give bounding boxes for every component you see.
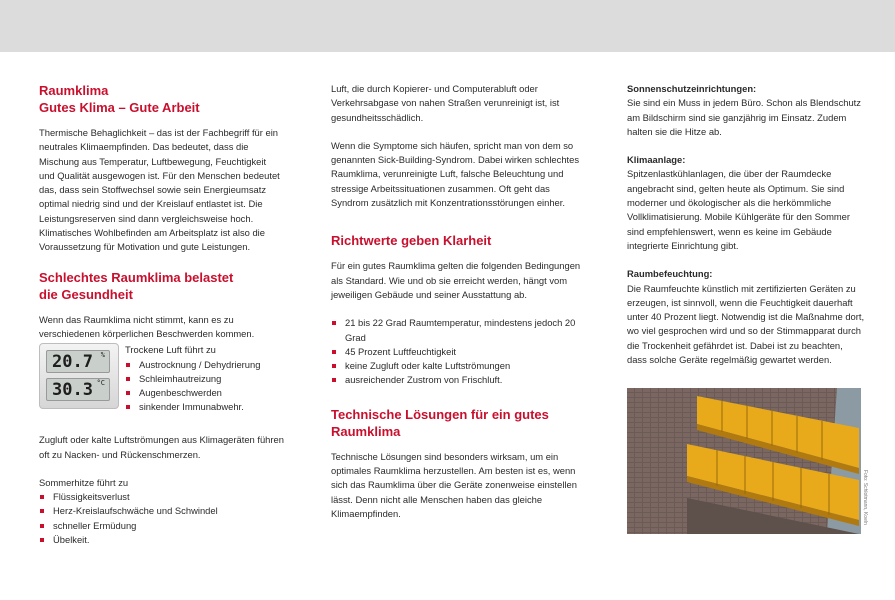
heading-guidelines: Richtwerte geben Klarheit [331, 233, 492, 249]
building-photo-illustration [627, 388, 861, 534]
main-title [39, 82, 284, 116]
sun-protection-paragraph: Sie sind ein Muss in jedem Büro. Schon als Blendschutz am Bildschirm sind sie ganzjährig im Einsatz. Zudem halten sie die Hitze ab. [627, 97, 861, 137]
temperature-unit: °C [96, 379, 105, 388]
list-item: schneller Ermüdung [39, 519, 284, 533]
temperature-value: 30.3 [52, 380, 93, 401]
summer-intro: Sommerhitze führt zu [39, 476, 129, 488]
list-item: keine Zugluft oder kalte Luftströmungen [331, 359, 581, 373]
technical-paragraph: Technische Lösungen sind besonders wirksam, um ein optimales Raumklima herzustellen. Am besten ist es, wenn sich das Raumklima über die Geräte zonenweise einstellen lässt. Denn nicht alle Menschen haben das gleiche Klimaempfinden. [331, 450, 577, 519]
heading-technical [331, 406, 581, 440]
subheading-air-conditioning: Klimaanlage: [627, 154, 686, 166]
air-paragraph: Luft, die durch Kopierer- und Computerabluft oder Verkehrsabgase von nahen Straßen verunreinigt ist, ist gesundheitsschädlich. [331, 83, 560, 123]
intro-paragraph: Thermische Behaglichkeit – das ist der Fachbegriff für ein neutrales Klimaempfinden. Das bedeutet, dass die Mischung aus Temperatur, Luftbewegung, Feuchtigkeit und Qualität ausgewogen ist. Für den Menschen bedeutet das, dass sein Stoffwechsel sowie sein Energieumsatz optimal niedrig sind und der Kreislauf entlastet ist. Die Leistungsreserven sind dann vergleichsweise hoch. Klimatisches Wohlbefinden am Arbeitsplatz ist also die Voraussetzung für Motivation und gute Leistungen. [39, 127, 280, 253]
subheading-humidification: Raumbefeuchtung: [627, 268, 713, 280]
thermometer-block [39, 343, 284, 423]
humidity-value: 20.7 [52, 352, 93, 373]
list-item: 21 bis 22 Grad Raumtemperatur, mindestens jedoch 20 Grad [331, 316, 581, 345]
dry-air-intro: Trockene Luft führt zu [125, 344, 216, 356]
column-right [627, 82, 865, 381]
list-item: 45 Prozent Luftfeuchtigkeit [331, 345, 581, 359]
dry-air-list [125, 358, 285, 415]
photo-credit: Foto: Schlotmann, Koeln [862, 470, 868, 525]
list-item: Schleimhautreizung [125, 372, 285, 386]
draft-paragraph: Zugluft oder kalte Luftströmungen aus Klimageräten führen oft zu Nacken- und Rückenschmerzen. [39, 434, 284, 460]
subheading-sun-protection: Sonnenschutzeinrichtungen: [627, 83, 757, 94]
hygrometer-image [39, 343, 119, 409]
health-paragraph: Wenn das Raumklima nicht stimmt, kann es zu verschiedenen körperlichen Beschwerden kommen. [39, 313, 255, 339]
list-item: Augenbeschwerden [125, 386, 285, 400]
guidelines-list [331, 316, 581, 387]
building-photo [627, 388, 861, 534]
column-left [39, 82, 284, 561]
list-item: Herz-Kreislaufschwäche und Schwindel [39, 504, 284, 518]
air-conditioning-paragraph: Spitzenlastkühlanlagen, die über der Raumdecke angebracht sind, gelten heute als Optimum. Sie sind moderner und ökologischer als die herkömmliche Vollklimatisierung. Mobile Kühlgeräte für den Sommer sind empfehlenswert, wenn es keine im Gebäude integrierte Einrichtung gibt. [627, 168, 851, 251]
title-line-2: Gutes Klima – Gute Arbeit [39, 100, 200, 115]
syndrome-paragraph: Wenn die Symptome sich häufen, spricht man von dem so genannten Sick-Building-Syndrom. Dabei wirken schlechtes Raumklima, verunreinigte Luft, falsche Beleuchtung und stressige Arbeitssituationen zusammen. Oft geht das Syndrom zusätzlich mit Konzentrationsstörungen einher. [331, 139, 580, 209]
guidelines-paragraph: Für ein gutes Raumklima gelten die folgenden Bedingungen als Standard. Wie und ob sie erreicht werden, hängt vom jeweiligen Gebäude und seiner Ausstattung ab. [331, 260, 581, 300]
list-item: Übelkeit. [39, 533, 284, 547]
humidity-display [46, 350, 110, 373]
list-item: Austrocknung / Dehydrierung [125, 358, 285, 372]
title-line-1: Raumklima [39, 83, 109, 98]
heading-technical-line-1: Technische Lösungen für ein gutes [331, 406, 549, 422]
humidification-paragraph: Die Raumfeuchte künstlich mit zertifizierten Geräten zu erzeugen, ist sinnvoll, wenn die Feuchtigkeit dauerhaft unter 40 Prozent liegt. Notwendig ist die Maßnahme dort, wo viel gesprochen wird und so der Stimmapparat durch die Trockenheit gefährdet ist. Dabei ist zu beachten, dass solche Geräte regelmäßig gewartet werden. [627, 282, 865, 366]
dry-air-text [125, 343, 285, 414]
column-middle [331, 82, 581, 535]
list-item: Flüssigkeitsverlust [39, 490, 284, 504]
heading-health [39, 269, 284, 303]
list-item: ausreichender Zustrom von Frischluft. [331, 373, 581, 387]
top-bar [0, 0, 895, 52]
heading-health-line-2: die Gesundheit [39, 286, 133, 302]
heading-health-line-1: Schlechtes Raumklima belastet [39, 269, 234, 285]
temperature-display [46, 378, 110, 401]
heading-technical-line-2: Raumklima [331, 423, 401, 439]
list-item: sinkender Immunabwehr. [125, 400, 285, 414]
summer-list [39, 490, 284, 547]
humidity-unit: % [100, 351, 105, 360]
